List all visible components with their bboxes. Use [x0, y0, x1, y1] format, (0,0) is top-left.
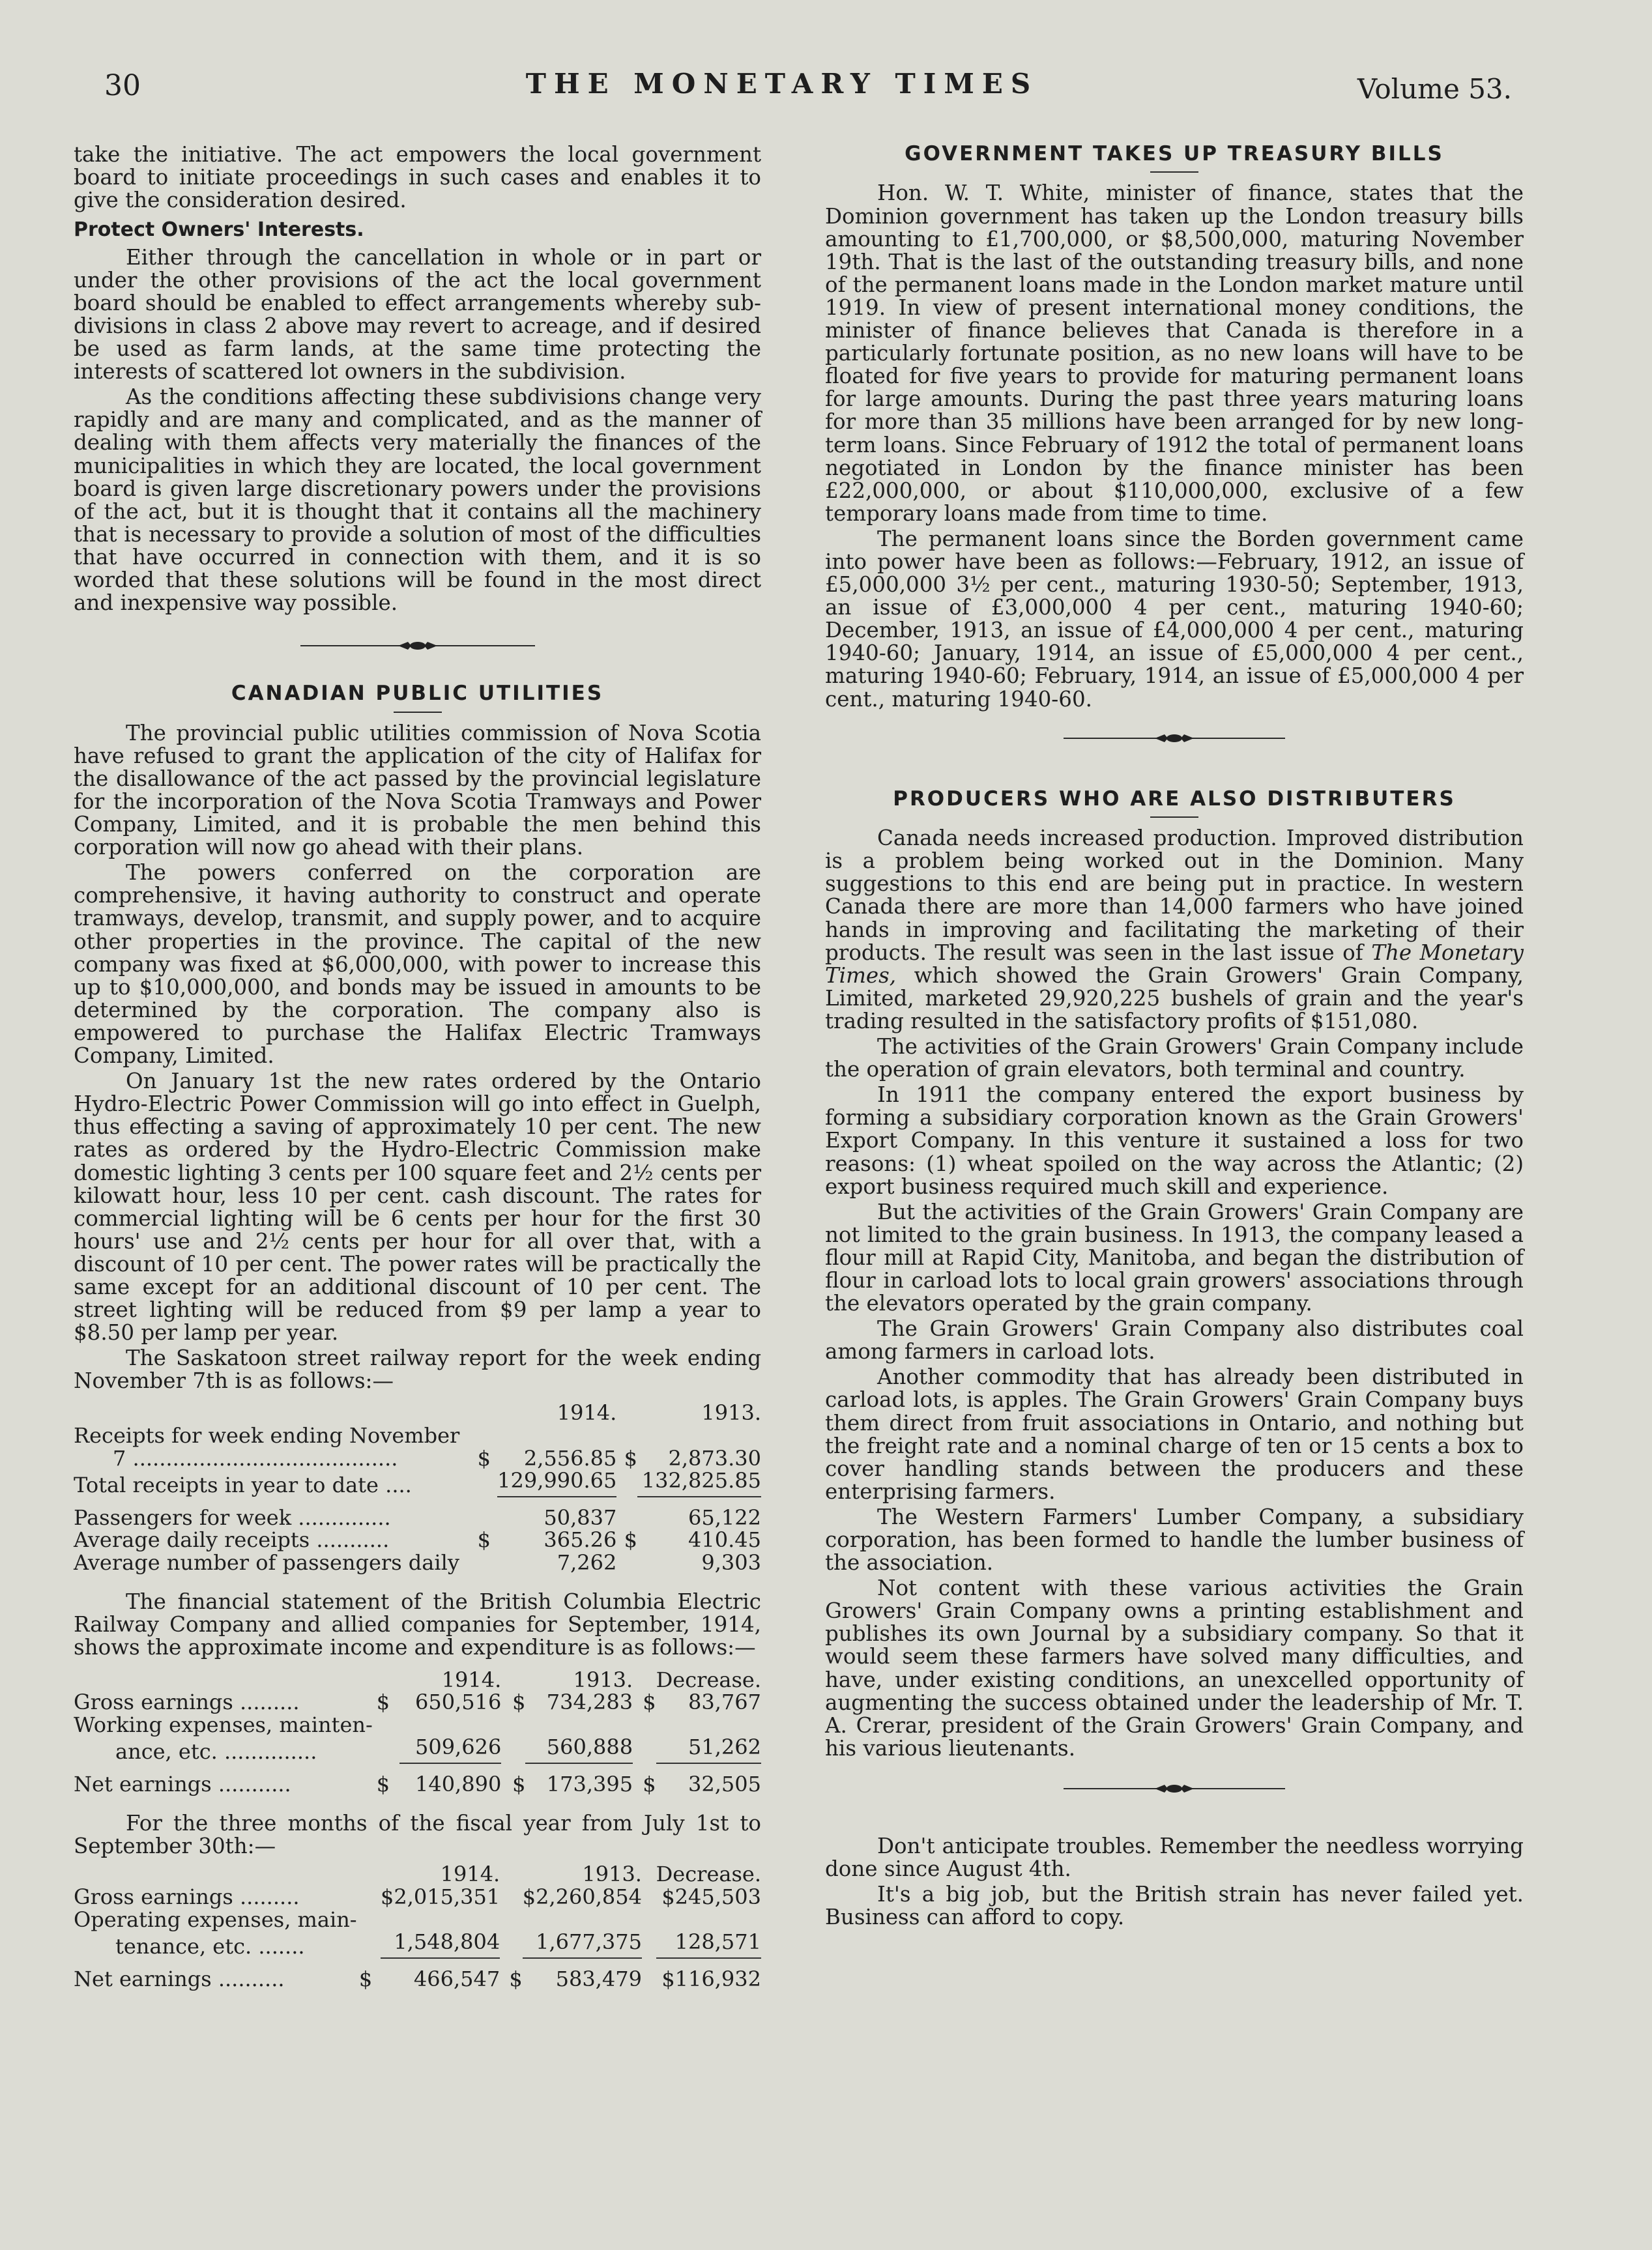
dollar-sign: $ [512, 1690, 526, 1715]
cell-value: $245,503 [661, 1884, 761, 1910]
heading-canadian-public-utilities: CANADIAN PUBLIC UTILITIES [231, 682, 604, 706]
paragraph-coal: The Grain Growers' Grain Company also distributes coal among farmers in carload lots. [825, 1316, 1524, 1364]
volume-label: Volume 53. [1357, 73, 1512, 105]
cell-value: $2,015,351 [381, 1884, 500, 1910]
paragraph-canada-production [825, 827, 1524, 1033]
dollar-sign: $ [376, 1771, 390, 1796]
table-row [74, 1931, 761, 1958]
cell-value: 2,873.30 [668, 1445, 761, 1471]
paragraph-not-content: Not content with these various activities the Grain Growers' Grain Company owns a printing establishment and publishes its own Journal by a subsidiary company. So that it would seem these farmers have solved many difficulties, and have, under existing conditions, an unexcelled opportunity of augmenting the success obtained under the leadership of Mr. T. A. Crerar, president of the Grain Growers' Grain Company, and his various lieutenants. [825, 1576, 1524, 1761]
col-header: 1914. [440, 1862, 500, 1887]
row-label: Total receipts in year to date .... [74, 1473, 412, 1498]
publication-reference: The Monetary Times, [825, 940, 1524, 988]
bc-electric-table [74, 1669, 761, 1796]
paragraph-continuation: take the initiative. The act empowers the local government board to initiate proceedings in such cases and enables it to give the consideration desired. [74, 142, 761, 213]
saskatoon-table [74, 1402, 761, 1574]
dollar-sign: $ [643, 1771, 656, 1796]
cell-value: 560,888 [525, 1736, 633, 1763]
cell-value: $116,932 [661, 1966, 761, 1991]
dollar-sign: $ [477, 1445, 491, 1471]
dollar-sign: $ [477, 1527, 491, 1553]
paragraph-white: Hon. W. T. White, minister of finance, states that the Dominion government has taken up the London treasury bills amounting to £1,700,000, or $8,500,000, maturing November 19th. That is the last of the outstanding treasury bills, and none of the permanent loans made in the London market mature until 1919. In view of present international money conditions, the minister of finance believes that Canada is therefore in a particularly fortunate position, as no new loans will have to be floated for five years to provide for maturing permanent loans for large amounts. During the past three years maturing loans for more than 35 millions have been arranged for by new long-term loans. Since February of 1912 the total of permanent loans negotiated in London by the finance minister has been £22,000,000, or about $110,000,000, exclusive of a few temporary loans made from time to time. [825, 180, 1524, 526]
paragraph-powers: The powers conferred on the corporation are comprehensive, it having authority to construct and operate tramways, develop, transmit, and supply power, and to acquire other properties in the province. The capital of the new company was fixed at $6,000,000, with power to increase this up to $10,000,000, and bonds may be issued in amounts to be determined by the corporation. The company also is empowered to purchase the Halifax Electric Tramways Company, Limited. [74, 860, 761, 1069]
row-label: Gross earnings ......... [74, 1884, 300, 1910]
col-header: 1914. [441, 1667, 502, 1692]
col-header: 1913. [582, 1862, 642, 1887]
cell-value: 2,556.85 [523, 1445, 617, 1471]
dollar-sign: $ [624, 1445, 637, 1471]
row-label: ance, etc. .............. [115, 1739, 317, 1765]
ornament-divider [74, 634, 761, 657]
cell-value: 50,837 [543, 1505, 617, 1530]
row-label: Operating expenses, main- [74, 1907, 357, 1932]
table-row [74, 1469, 761, 1497]
page-header [65, 65, 1512, 117]
table-row [74, 1763, 761, 1796]
page-number: 30 [104, 69, 141, 102]
paragraph-bc-electric: The financial statement of the British Columbia Electric Railway Company and allied companies for September, 1914, shows the approximate income and expenditure is as follows:— [74, 1589, 761, 1660]
heading-rule [394, 712, 442, 713]
row-label: 7 ........................................ [113, 1445, 398, 1471]
table-row [74, 1447, 761, 1470]
dollar-sign: $ [376, 1690, 390, 1715]
cell-value: 65,122 [688, 1505, 761, 1530]
cell-value: 7,262 [557, 1550, 617, 1575]
row-label: tenance, etc. ....... [115, 1934, 305, 1959]
heading-rule [1150, 171, 1198, 173]
table-row [74, 1497, 761, 1529]
paragraph-big-job: It's a big job, but the British strain has never failed yet. Business can afford to copy. [825, 1882, 1524, 1930]
cell-value: $2,260,854 [522, 1884, 642, 1910]
left-column [74, 143, 761, 1990]
row-label: Net earnings .......... [74, 1966, 285, 1991]
publication-title: THE MONETARY TIMES [525, 68, 1039, 100]
cell-value: 128,571 [656, 1931, 761, 1958]
subheading-protect-owners: Protect Owners' Interests. [74, 218, 364, 242]
cell-value: 51,262 [656, 1736, 761, 1763]
row-label: Average daily receipts ........... [74, 1527, 390, 1553]
paragraph-nova-scotia: The provincial public utilities commission of Nova Scotia have refused to grant the application of the city of Halifax for the disallowance of the act passed by the provincial legislature for the incorporation of the Nova Scotia Tramways and Power Company, Limited, and it is probable the men behind this corporation will now go ahead with their plans. [74, 720, 761, 860]
paragraph-1911: In 1911 the company entered the export business by forming a subsidiary corporation known as the Grain Growers' Export Company. In this venture it sustained a loss for two reasons: (1) wheat spoiled on the way across the Atlantic; (2) export business required much skill and experience. [825, 1082, 1524, 1199]
cell-value: 1,677,375 [523, 1931, 642, 1958]
dollar-sign: $ [643, 1690, 656, 1715]
paragraph-three-months: For the three months of the fiscal year from July 1st to September 30th:— [74, 1811, 761, 1859]
cell-value: 9,303 [701, 1550, 761, 1575]
col-header: 1913. [573, 1667, 633, 1692]
table-row [74, 1529, 761, 1551]
row-label: Receipts for week ending November [74, 1423, 460, 1448]
paragraph-apples: Another commodity that has already been distributed in carload lots, is apples. The Grain Growers' Grain Company buys them direct from fruit associations in Ontario, and nothing but the freight rate and a nominal charge of ten or 15 cents a box to cover handling stands between the producers and these enterprising farmers. [825, 1364, 1524, 1504]
paragraph-permanent-loans: The permanent loans since the Borden government came into power have been as follows:—February, 1912, an issue of £5,000,000 3½ per cent., maturing 1930-50; September, 1913, an issue of £3,000,000 4 per cent., maturing 1940-60; December, 1913, an issue of £4,000,000 4 per cent., maturing 1940-60; January, 1914, an issue of £5,000,000 4 per cent., maturing 1940-60; February, 1914, an issue of £5,000,000 4 per cent., maturing 1940-60. [825, 526, 1524, 712]
row-label: Passengers for week .............. [74, 1505, 391, 1530]
dollar-sign: $ [512, 1771, 526, 1796]
cell-value: 129,990.65 [497, 1469, 616, 1497]
cell-value: 410.45 [688, 1527, 761, 1553]
cell-value: 734,283 [546, 1690, 633, 1715]
dollar-sign: $ [624, 1527, 637, 1553]
text-span: Canada needs increased production. Improved distribution is a problem being worked out in the Dominion. Many suggestions to this end are being put in practice. In western Canada there are more than 14,000 farmers who have joined hands in improving and facilitating the marketing of their products. The result was seen in the last issue of [825, 826, 1524, 965]
paragraph-lumber: The Western Farmers' Lumber Company, a subsidiary corporation, has been formed to handle the lumber business of the association. [825, 1504, 1524, 1576]
cell-value: 1,548,804 [381, 1931, 500, 1958]
ornament-divider [825, 1777, 1524, 1800]
cell-value: 466,547 [413, 1966, 500, 1991]
cell-value: 140,890 [414, 1771, 502, 1796]
paragraph-january: On January 1st the new rates ordered by the Ontario Hydro-Electric Power Commission will go into effect in Guelph, thus effecting a saving of approximately 10 per cent. The new rates as ordered by the Hydro-Electric Commission make domestic lighting 3 cents per 100 square feet and 2½ cents per kilowatt hour, less 10 per cent. cash discount. The rates for commercial lighting will be 6 cents per hour for the first 30 hours' use and 2½ cents per hour for all over that, with a discount of 10 per cent. The power rates will be practically the same except for an additional discount of 10 per cent. The street lighting will be reduced from $9 per lamp a year to $8.50 per lamp per year. [74, 1069, 761, 1346]
cell-value: 509,626 [399, 1736, 501, 1763]
row-label: Net earnings ........... [74, 1771, 291, 1796]
paragraph-conditions: As the conditions affecting these subdivisions change very rapidly and are many and complicated, and as the manner of dealing with them affects very materially the finances of the municipalities in which they are located, the local government board is given large discretionary powers under the provisions of the act, but it is thought that it contains all the machinery that is necessary to provide a solution of most of the difficulties that have occurred in connection with them, and it is so worded that these solutions will be found in the most direct and inexpensive way possible. [74, 384, 761, 616]
paragraph-dont-anticipate: Don't anticipate troubles. Remember the needless worrying done since August 4th. [825, 1834, 1524, 1882]
col-header: 1913. [701, 1400, 761, 1426]
col-header: Decrease. [656, 1862, 761, 1887]
paragraph-either: Either through the cancellation in whole or in part or under the other provisions of the act the local government board should be enabled to effect arrangements whereby sub-divisions in class 2 above may revert to acreage, and if desired be used as farm lands, at the same time protecting the interests of scattered lot owners in the subdivision. [74, 244, 761, 384]
three-months-table [74, 1863, 761, 1990]
dollar-sign: $ [358, 1966, 373, 1991]
cell-value: 83,767 [688, 1690, 761, 1715]
cell-value: 132,825.85 [637, 1469, 761, 1497]
heading-producers-distributers: PRODUCERS WHO ARE ALSO DISTRIBUTERS [893, 786, 1456, 811]
table-row [74, 1958, 761, 1991]
row-label: Working expenses, mainten- [74, 1712, 373, 1737]
row-label: Average number of passengers daily [74, 1550, 459, 1575]
table-row [74, 1736, 761, 1763]
col-header: Decrease. [656, 1667, 761, 1692]
table-row [74, 1886, 761, 1909]
paragraph-activities: The activities of the Grain Growers' Grain Company include the operation of grain elevators, both terminal and country. [825, 1034, 1524, 1082]
heading-treasury-bills: GOVERNMENT TAKES UP TREASURY BILLS [905, 142, 1444, 166]
right-column [825, 143, 1524, 1931]
row-label: Gross earnings ......... [74, 1690, 300, 1715]
text-span: which showed the Grain Growers' Grain Company, Limited, marketed 29,920,225 bushels of grain and the year's trading resulted in the satisfactory profits of $151,080. [825, 962, 1524, 1033]
table-row [74, 1551, 761, 1574]
dollar-sign: $ [509, 1966, 523, 1991]
cell-value: 173,395 [546, 1771, 633, 1796]
col-header: 1914. [557, 1400, 617, 1426]
cell-value: 583,479 [555, 1966, 642, 1991]
paragraph-flour: But the activities of the Grain Growers' Grain Company are not limited to the grain business. In 1913, the company leased a flour mill at Rapid City, Manitoba, and began the distribution of flour in carload lots to local grain growers' associations through the elevators operated by the grain company. [825, 1199, 1524, 1316]
cell-value: 32,505 [688, 1771, 761, 1796]
table-row [74, 1691, 761, 1714]
cell-value: 650,516 [414, 1690, 502, 1715]
ornament-divider [825, 727, 1524, 749]
cell-value: 365.26 [543, 1527, 617, 1553]
paragraph-saskatoon: The Saskatoon street railway report for the week ending November 7th is as follows:— [74, 1346, 761, 1394]
heading-rule [1150, 816, 1198, 818]
